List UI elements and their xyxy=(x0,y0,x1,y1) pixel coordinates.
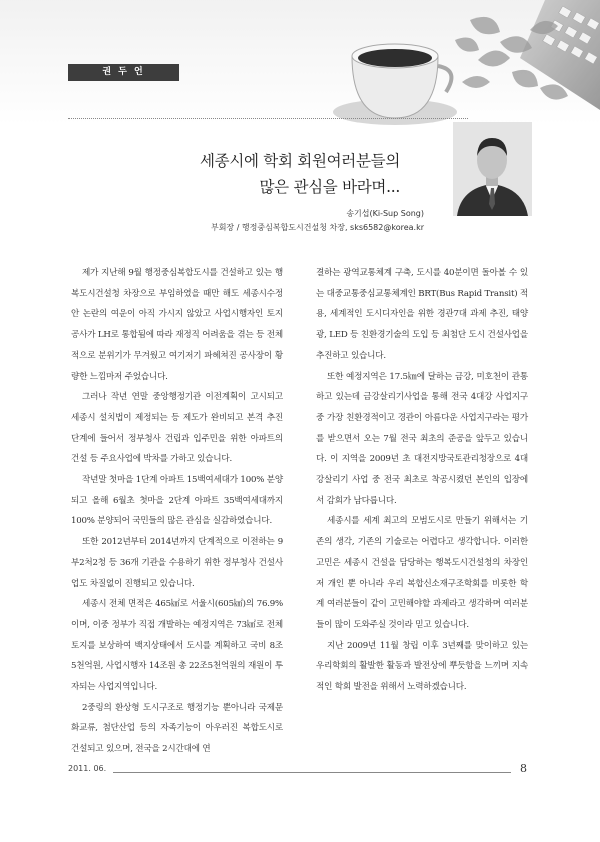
body-column-left xyxy=(71,263,283,760)
paragraph: 세종시를 세계 최고의 모범도시로 만들기 위해서는 기존의 생각, 기존의 기술로는 어렵다고 생각합니다. 이러한 고민은 세종시 건설을 담당하는 행복도시건설청의 차장인 저 개인 뿐 아니라 우리 복합신소재구조학회를 비롯한 학계 여러분들이 같이 고민해야할 과제라고 생각하며 여러분들이 많이 도와주실 것이라 믿고 있습니다. xyxy=(316,516,528,630)
paragraph: 2중링의 환상형 도시구조로 행정기능 뿐아니라 국제문화교류, 첨단산업 등의 자족기능이 아우러진 복합도시로 건설되고 있으며, 전국을 2시간대에 연 xyxy=(71,702,283,755)
paragraph: 제가 지난해 9월 행정중심복합도시를 건설하고 있는 행복도시건설청 차장으로 부임하였을 때만 해도 세종시수정안 논란의 여운이 아직 가시지 않았고 사업시행자인 토지공사가 LH로 통합됨에 따라 재정직 어려움을 겪는 등 전체적으로 분위기가 무겨웠고 여기저기 파헤쳐진 공사장이 황량한 느낌마저 주었습니다. xyxy=(71,268,283,382)
title-line-2: 많은 관심을 바라며... xyxy=(259,178,400,196)
paragraph: 그러나 작년 연말 중앙행정기관 이전계획이 고시되고 세종시 설치법이 제정되는 등 제도가 완비되고 본격 추진 단계에 들어서 정부청사 건립과 입주민을 위한 아파트의 건설 등 주요사업에 박차를 가하고 있습니다. xyxy=(71,392,283,465)
paragraph: 또한 2012년부터 2014년까지 단계적으로 이전하는 9부2처2청 등 36개 기관을 수용하기 위한 정부청사 건설사업도 차질없이 진행되고 있습니다. xyxy=(71,537,283,589)
author-name: 송기섭(Ki-Sup Song) xyxy=(346,209,424,218)
page-number: 8 xyxy=(520,762,527,775)
footer-date: 2011. 06. xyxy=(68,764,107,773)
paragraph: 세종시 전체 면적은 465㎢로 서울시(605㎢)의 76.9%이며, 이중 정부가 직접 개발하는 예정지역은 73㎢로 전체 토지를 보상하여 백지상태에서 도시를 계획하고 국비 8조5천억원, 사업시행자 14조원 총 22조5천억원의 재원이 투자되는 사업지역입니다. xyxy=(71,599,283,693)
article-title xyxy=(200,148,400,200)
paragraph: 결하는 광역교통체계 구축, 도시를 40분이면 돌아볼 수 있는 대중교통중심교통체계인 BRT(Bus Rapid Transit) 적용, 세계적인 도시디자인을 위한 경관7대 과제 추진, 태양광, LED 등 친환경기술의 도입 등 최첨단 도시 건설사업을 추진하고 있습니다. xyxy=(316,268,528,361)
paragraph: 또한 예정지역은 17.5㎞에 달하는 금강, 미호천이 관통하고 있는데 금강살리기사업을 통해 전국 4대강 사업지구 중 가장 친환경적이고 경관이 아름다운 사업지구라는 평가를 받으면서 오는 7월 전국 최초의 준공을 앞두고 있습니다. 이 지역을 2009년 초 대전지방국토관리청장으로 4대강살리기 사업 중 전국 최초로 착공시켰던 본인의 입장에서 감회가 남다릅니다. xyxy=(316,371,528,506)
title-line-1: 세종시에 학회 회원여러분들의 xyxy=(199,152,400,170)
section-label: 권 두 언 xyxy=(68,64,179,81)
title-divider xyxy=(68,118,468,119)
paragraph: 작년말 첫마을 1단계 아파트 15백여세대가 100% 분양되고 올해 6월초 첫마을 2단계 아파트 35백여세대까지 100% 분양되어 국민들의 많은 관심을 실감하였습니다. xyxy=(71,475,283,527)
author-affiliation: 부회장 / 행정중심복합도시건설청 차장, sks6582@korea.kr xyxy=(210,223,424,232)
footer-divider xyxy=(113,772,511,773)
body-column-right xyxy=(316,263,528,698)
author-photo xyxy=(453,122,532,216)
paragraph: 지난 2009년 11월 창립 이후 3년째를 맞이하고 있는 우리학회의 활발한 활동과 발전상에 뿌듯함을 느끼며 지속적인 학회 발전을 위해서 노력하겠습니다. xyxy=(316,640,528,693)
